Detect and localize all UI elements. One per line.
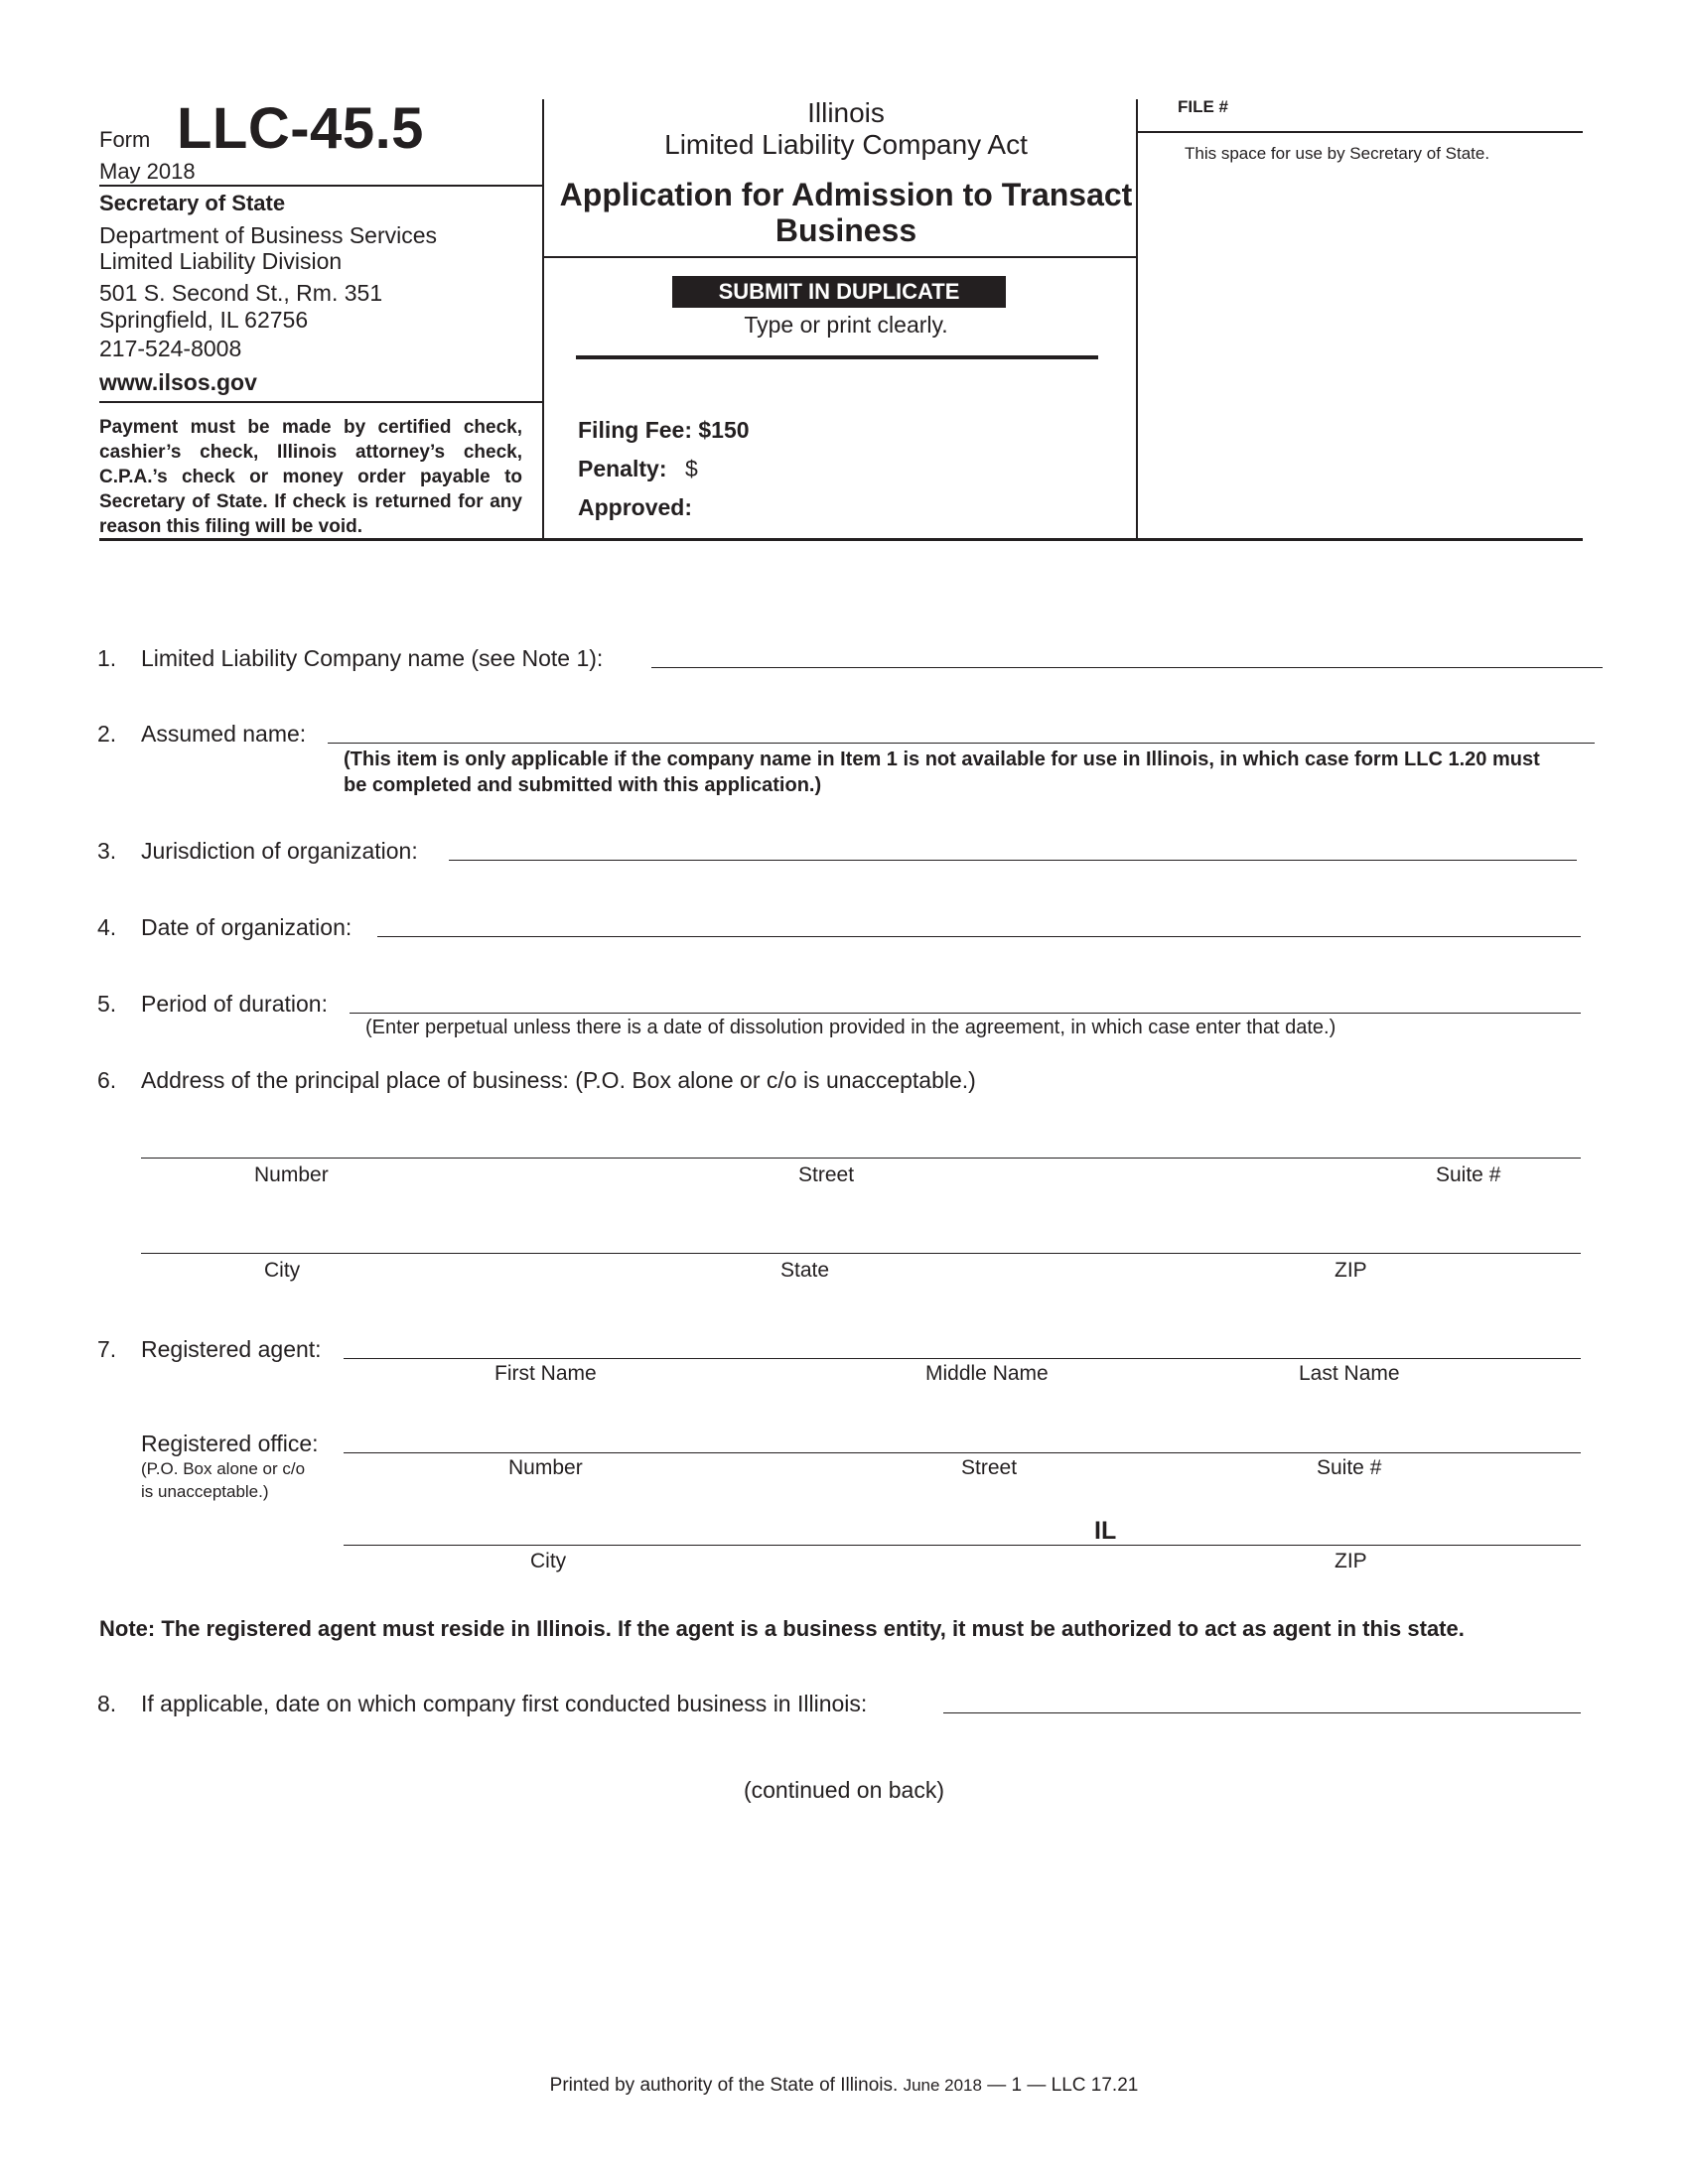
item-number: 6. — [97, 1067, 117, 1093]
office-street-field[interactable] — [348, 1429, 1577, 1452]
item-label: Address of the principal place of business: (P.O. Box alone or c/o is unacceptable.) — [141, 1067, 976, 1093]
office-street-line — [344, 1452, 1581, 1453]
number-caption: Number — [508, 1456, 583, 1479]
header-center-thick-rule — [576, 355, 1098, 359]
header-left-mid-rule — [99, 401, 542, 403]
file-number-label: FILE # — [1178, 97, 1229, 116]
agency-title: Secretary of State — [99, 191, 286, 215]
penalty-dollar-sign: $ — [685, 456, 698, 481]
principal-street-field[interactable] — [145, 1132, 1577, 1156]
company-name-line — [651, 667, 1603, 668]
form-date: May 2018 — [99, 159, 196, 184]
page-title: Application for Admission to Transact Business — [559, 177, 1133, 248]
office-zip-field[interactable] — [1192, 1521, 1577, 1545]
footer-printed-by: Printed by authority of the State of Illinois. — [549, 2075, 899, 2096]
footer-form-code: LLC 17.21 — [1051, 2075, 1139, 2096]
item-label: Date of organization: — [141, 914, 352, 940]
item-label: Assumed name: — [141, 721, 307, 747]
office-use-note: This space for use by Secretary of State. — [1185, 144, 1490, 163]
office-city-line — [344, 1545, 1581, 1546]
duration-note: (Enter perpetual unless there is a date of dissolution provided in the agreement, in which case enter that date.) — [365, 1017, 1336, 1038]
address-line-1 — [141, 1158, 1581, 1159]
item-number: 7. — [97, 1336, 117, 1362]
item-number: 4. — [97, 914, 117, 940]
registered-office-note: is unacceptable.) — [141, 1482, 269, 1501]
address-line: Springfield, IL 62756 — [99, 307, 309, 333]
registered-agent-note: Note: The registered agent must reside in Illinois. If the agent is a business entity, it must be authorized to act as agent in this state. — [99, 1616, 1465, 1641]
header-divider-left — [542, 99, 544, 540]
address-line: Limited Liability Division — [99, 248, 343, 274]
jurisdiction-field[interactable] — [453, 836, 1573, 860]
header-left-top-rule — [99, 185, 542, 187]
suite-caption: Suite # — [1317, 1456, 1382, 1479]
page-footer — [0, 2075, 1688, 2097]
street-caption: Street — [798, 1163, 855, 1186]
registered-office-note: (P.O. Box alone or c/o — [141, 1459, 306, 1478]
assumed-name-note: (This item is only applicable if the company name in Item 1 is not available for use in Illinois, in which case form LLC 1.20 must be completed and submitted with this application.) — [344, 749, 1540, 796]
footer-page-number: — 1 — — [987, 2075, 1047, 2096]
first-name-caption: First Name — [494, 1362, 597, 1385]
address-line: 501 S. Second St., Rm. 351 — [99, 280, 383, 306]
assumed-name-field[interactable] — [332, 719, 1591, 743]
zip-caption: ZIP — [1335, 1550, 1367, 1572]
form-number: LLC-45.5 — [177, 96, 424, 161]
assumed-name-line — [328, 743, 1595, 744]
filing-fee: Filing Fee: $150 — [578, 417, 750, 443]
state-title: Illinois — [807, 97, 885, 128]
first-business-date-field[interactable] — [947, 1689, 1577, 1712]
organization-date-line — [377, 936, 1581, 937]
registered-office-label: Registered office: — [141, 1431, 319, 1456]
duration-field[interactable] — [353, 989, 1577, 1013]
continued-on-back: (continued on back) — [743, 1777, 944, 1803]
office-state-value: IL — [1094, 1517, 1117, 1545]
item-label: If applicable, date on which company first conducted business in Illinois: — [141, 1691, 868, 1716]
item-label: Period of duration: — [141, 991, 328, 1017]
number-caption: Number — [254, 1163, 329, 1186]
item-label: Limited Liability Company name (see Note 1): — [141, 645, 604, 671]
suite-caption: Suite # — [1436, 1163, 1501, 1186]
address-line: Department of Business Services — [99, 222, 438, 248]
act-title: Limited Liability Company Act — [664, 129, 1028, 160]
agent-name-line — [344, 1358, 1581, 1359]
footer-date: June 2018 — [903, 2076, 982, 2095]
city-caption: City — [264, 1259, 301, 1282]
phone-number: 217-524-8008 — [99, 336, 242, 361]
last-name-caption: Last Name — [1299, 1362, 1400, 1385]
duration-line — [350, 1013, 1581, 1014]
principal-city-field[interactable] — [145, 1227, 1577, 1251]
street-caption: Street — [961, 1456, 1018, 1479]
instruction-text: Type or print clearly. — [744, 312, 948, 338]
jurisdiction-line — [449, 860, 1577, 861]
item-number: 2. — [97, 721, 117, 747]
first-business-date-line — [943, 1712, 1581, 1713]
submit-in-duplicate-badge: SUBMIT IN DUPLICATE — [672, 276, 1006, 308]
organization-date-field[interactable] — [381, 912, 1577, 936]
item-number: 3. — [97, 838, 117, 864]
item-label: Registered agent: — [141, 1336, 322, 1362]
zip-caption: ZIP — [1335, 1259, 1367, 1282]
city-caption: City — [530, 1550, 567, 1572]
middle-name-caption: Middle Name — [925, 1362, 1049, 1385]
item-number: 1. — [97, 645, 117, 671]
office-city-field[interactable] — [348, 1521, 1082, 1545]
agent-name-field[interactable] — [348, 1334, 1577, 1358]
state-caption: State — [780, 1259, 830, 1282]
item-label: Jurisdiction of organization: — [141, 838, 418, 864]
penalty-label: Penalty: — [578, 456, 667, 481]
item-number: 8. — [97, 1691, 117, 1716]
header-center-rule — [544, 256, 1136, 258]
website-link[interactable]: www.ilsos.gov — [99, 369, 257, 395]
header-right-rule — [1138, 131, 1583, 133]
company-name-field[interactable] — [655, 643, 1599, 667]
address-line-2 — [141, 1253, 1581, 1254]
approved-label: Approved: — [578, 494, 692, 520]
item-number: 5. — [97, 991, 117, 1017]
form-word: Form — [99, 127, 151, 152]
payment-note: Payment must be made by certified check, cashier’s check, Illinois attorney’s check, C.P.A.’s check or money order payable to Secretary of State. If check is returned for any reason this filing will be void. — [99, 417, 522, 537]
